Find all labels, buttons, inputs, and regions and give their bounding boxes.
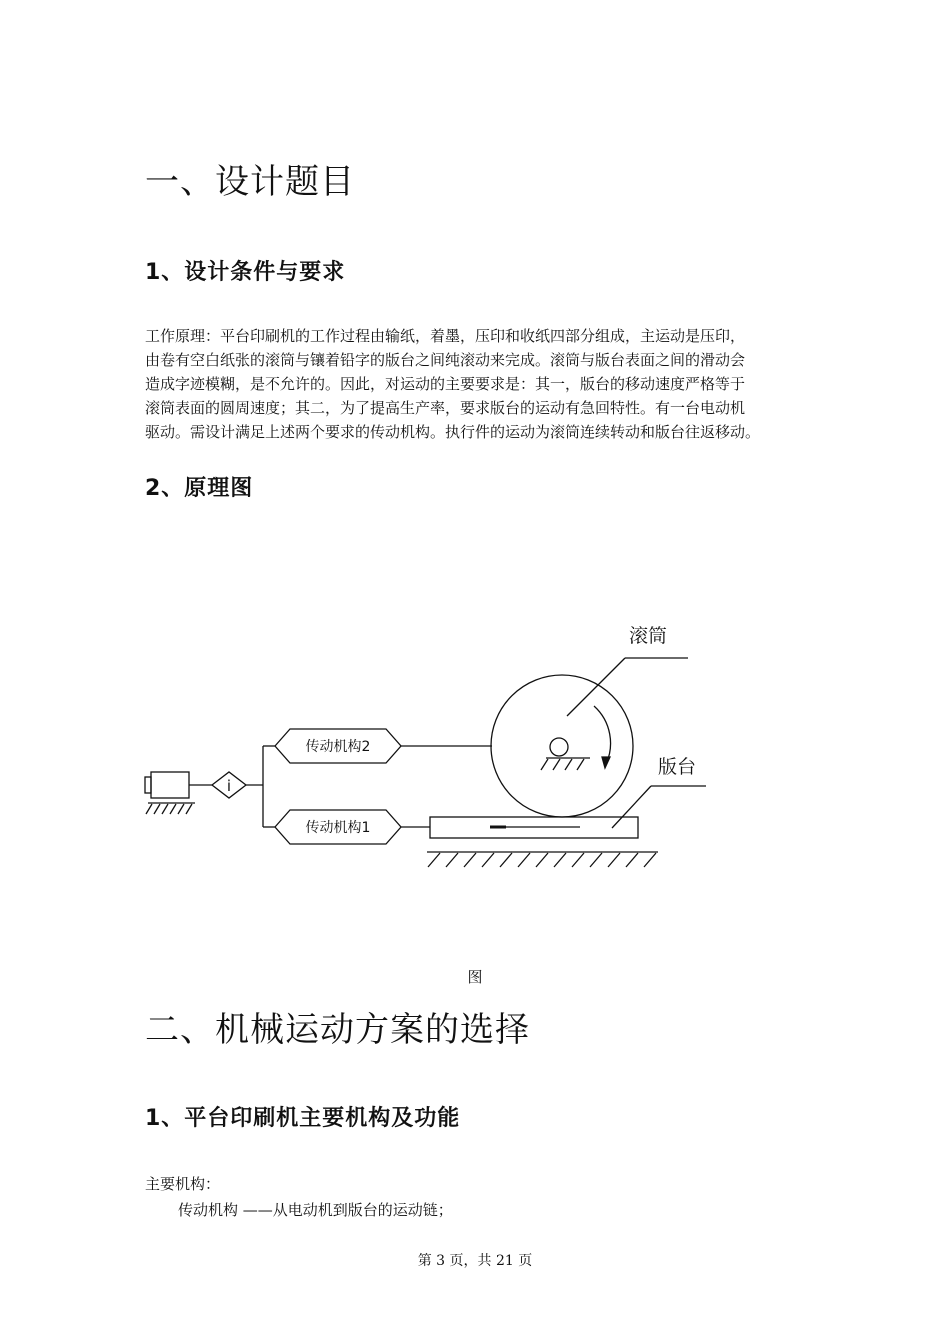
paragraph-line: 由卷有空白纸张的滚筒与镶着铅字的版台之间纯滚动来完成。滚筒与版台表面之间的滑动会 bbox=[145, 351, 746, 369]
paragraph-line: 工作原理：平台印刷机的工作过程由输纸，着墨，压印和收纸四部分组成，主运动是压印， bbox=[145, 327, 746, 345]
ground-hatch bbox=[427, 852, 658, 867]
platen-label: 版台 bbox=[658, 756, 697, 778]
ratio-label: i bbox=[226, 777, 232, 795]
motor-icon bbox=[145, 772, 212, 814]
subsection-title-1-2: 2、原理图 bbox=[145, 476, 254, 501]
paragraph-line: 驱动。需设计满足上述两个要求的传动机构。执行件的运动为滚筒连续转动和版台往返移动。 bbox=[145, 423, 761, 441]
paragraph-line: 造成字迹模糊，是不允许的。因此，对运动的主要要求是：其一，版台的移动速度严格等于 bbox=[145, 375, 746, 393]
mechanism-2-label: 传动机构2 bbox=[305, 739, 371, 755]
section-title-1: 一、设计题目 bbox=[145, 162, 355, 202]
subsection-title-2-1: 1、平台印刷机主要机构及功能 bbox=[145, 1106, 461, 1131]
figure-caption: 图 bbox=[467, 968, 483, 986]
main-mechanisms-heading: 主要机构： bbox=[145, 1175, 221, 1193]
page-footer: 第 3 页，共 21 页 bbox=[417, 1253, 533, 1269]
paragraph-line: 滚筒表面的圆周速度；其二，为了提高生产率，要求版台的运动有急回特性。有一台电动机 bbox=[145, 399, 746, 417]
drum-label: 滚筒 bbox=[629, 625, 668, 647]
transmission-mechanism-item: 传动机构 ——从电动机到版台的运动链； bbox=[178, 1201, 453, 1219]
mechanism-1-label: 传动机构1 bbox=[305, 820, 371, 836]
drum-circle bbox=[491, 675, 633, 817]
schematic-diagram bbox=[0, 600, 950, 890]
section-title-2: 二、机械运动方案的选择 bbox=[145, 1010, 530, 1050]
subsection-title-1-1: 1、设计条件与要求 bbox=[145, 260, 346, 285]
